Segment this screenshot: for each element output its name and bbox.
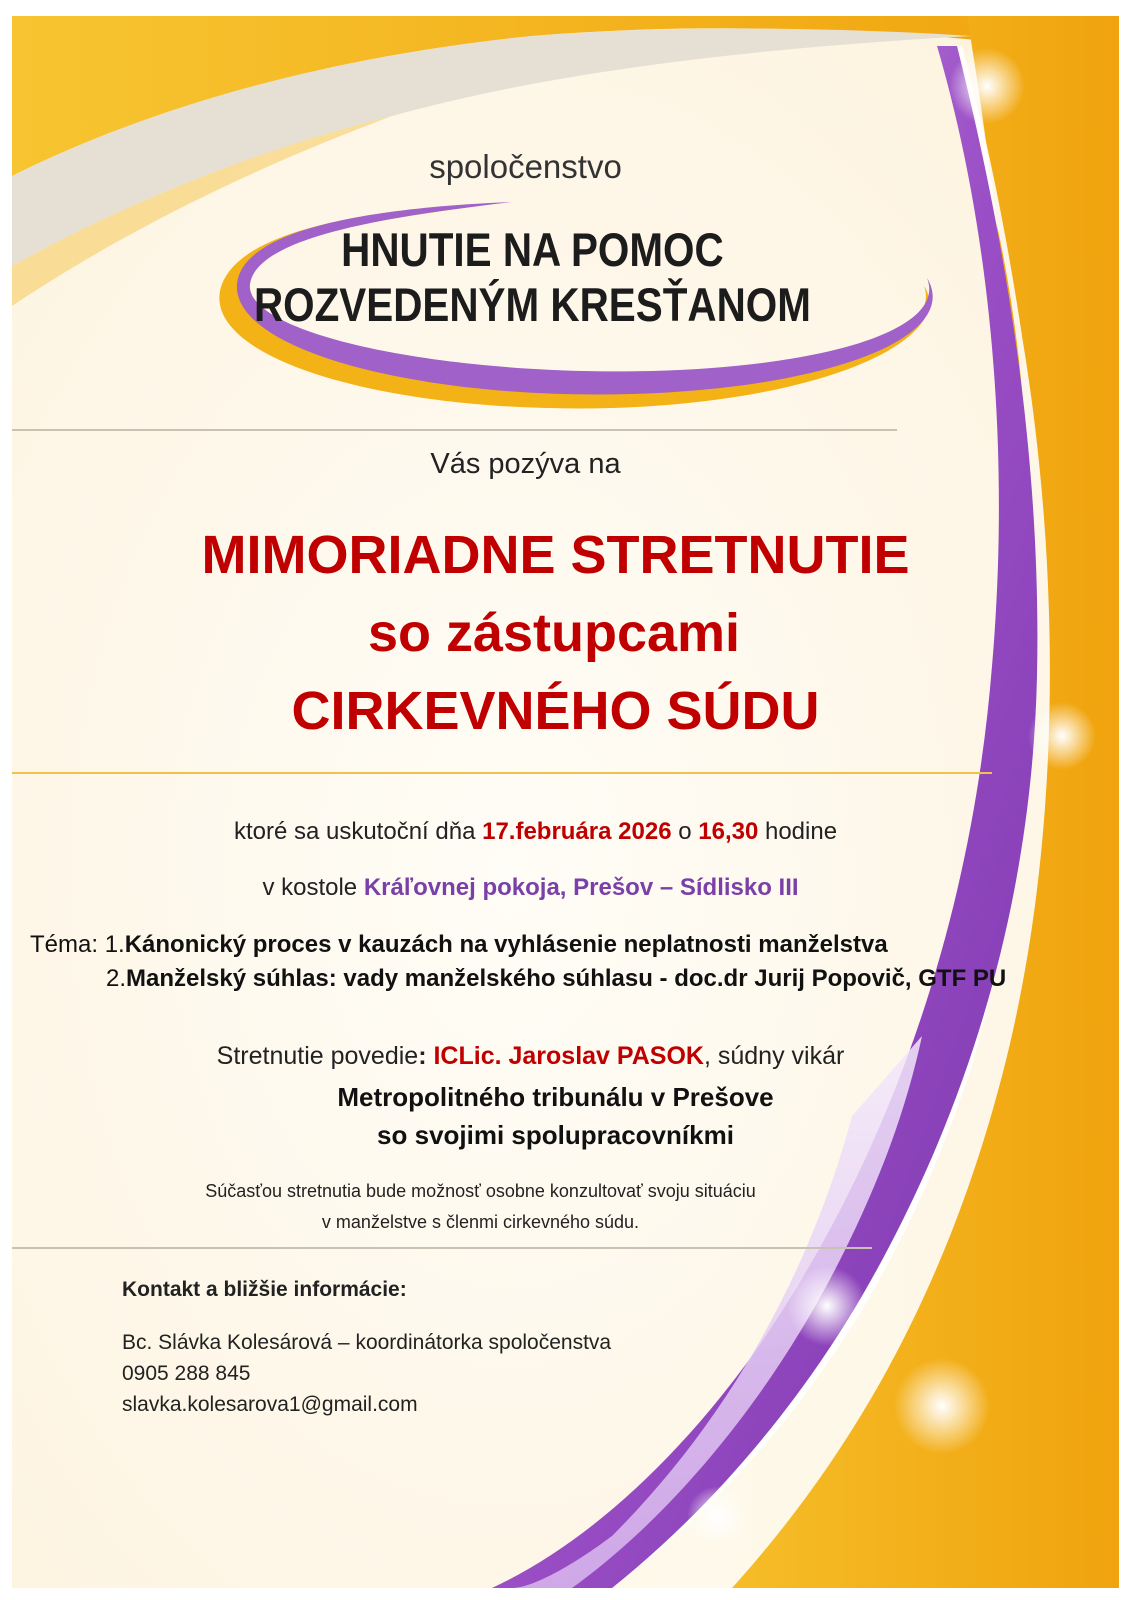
contact-heading: Kontakt a bližšie informácie:: [122, 1278, 407, 1301]
leader-colon: :: [418, 1042, 434, 1070]
note-line: v manželstve s členmi cirkevného súdu.: [321, 1212, 640, 1232]
consultation-note: [0, 1176, 1046, 1238]
org-title-line: ROZVEDENÝM KRESŤANOM: [253, 278, 811, 331]
topic-number: 1.: [104, 931, 125, 958]
leader-institution: Metropolitného tribunálu v Prešove: [337, 1082, 774, 1112]
topic-label: Téma:: [30, 931, 105, 958]
topic-text: Kánonický proces v kauzách na vyhlásenie neplatnosti manželstva: [124, 931, 888, 958]
contact-name: Bc. Slávka Kolesárová – koordinátorka spoločenstva: [122, 1331, 612, 1354]
leader-name: ICLic. Jaroslav PASOK: [433, 1042, 704, 1070]
leader-suffix: , súdny vikár: [703, 1042, 845, 1070]
org-title-line: HNUTIE NA POMOC: [341, 223, 724, 276]
topic-item: [30, 962, 1006, 996]
event-title: [0, 516, 1121, 750]
contact-phone: 0905 288 845: [122, 1362, 251, 1385]
leader-team: so svojimi spolupracovníkmi: [377, 1120, 734, 1150]
date-suffix: hodine: [758, 818, 838, 845]
date-prefix: ktoré sa uskutoční dňa: [233, 818, 483, 845]
sparkle: [787, 1266, 867, 1346]
event-title-line: so zástupcami: [367, 603, 741, 663]
leader-prefix: Stretnutie povedie: [216, 1042, 419, 1070]
date-mid: o: [671, 818, 699, 845]
event-title-line: CIRKEVNÉHO SÚDU: [291, 681, 820, 741]
event-title-line: MIMORIADNE STRETNUTIE: [201, 525, 910, 585]
leader-line: [0, 1042, 1096, 1071]
topic-text: Manželský súhlas: vady manželského súhlasu - doc.dr Jurij Popovič, GTF PU: [126, 965, 1007, 992]
note-line: Súčasťou stretnutia bude možnosť osobne konzultovať svoju situáciu: [205, 1181, 756, 1201]
org-title: [46, 222, 1019, 332]
contact-block: [122, 1278, 611, 1420]
topics: [30, 928, 1006, 996]
topic-item: [30, 928, 1006, 962]
sparkle: [949, 48, 1025, 124]
place-prefix: v kostole: [262, 874, 364, 901]
event-time: 16,30: [698, 818, 759, 845]
event-place-line: [0, 874, 1096, 902]
sparkle: [687, 1486, 747, 1546]
topic-number: 2.: [106, 965, 127, 992]
event-date: 17.februára 2026: [482, 818, 672, 845]
event-date-line: [0, 818, 1101, 846]
contact-email: slavka.kolesarova1@gmail.com: [122, 1393, 418, 1416]
invitation-intro: Vás pozýva na: [430, 448, 621, 480]
event-place: Kráľovnej pokoja, Prešov – Sídlisko III: [363, 874, 799, 901]
org-subtitle: spoločenstvo: [429, 148, 622, 185]
sparkle: [894, 1358, 990, 1454]
